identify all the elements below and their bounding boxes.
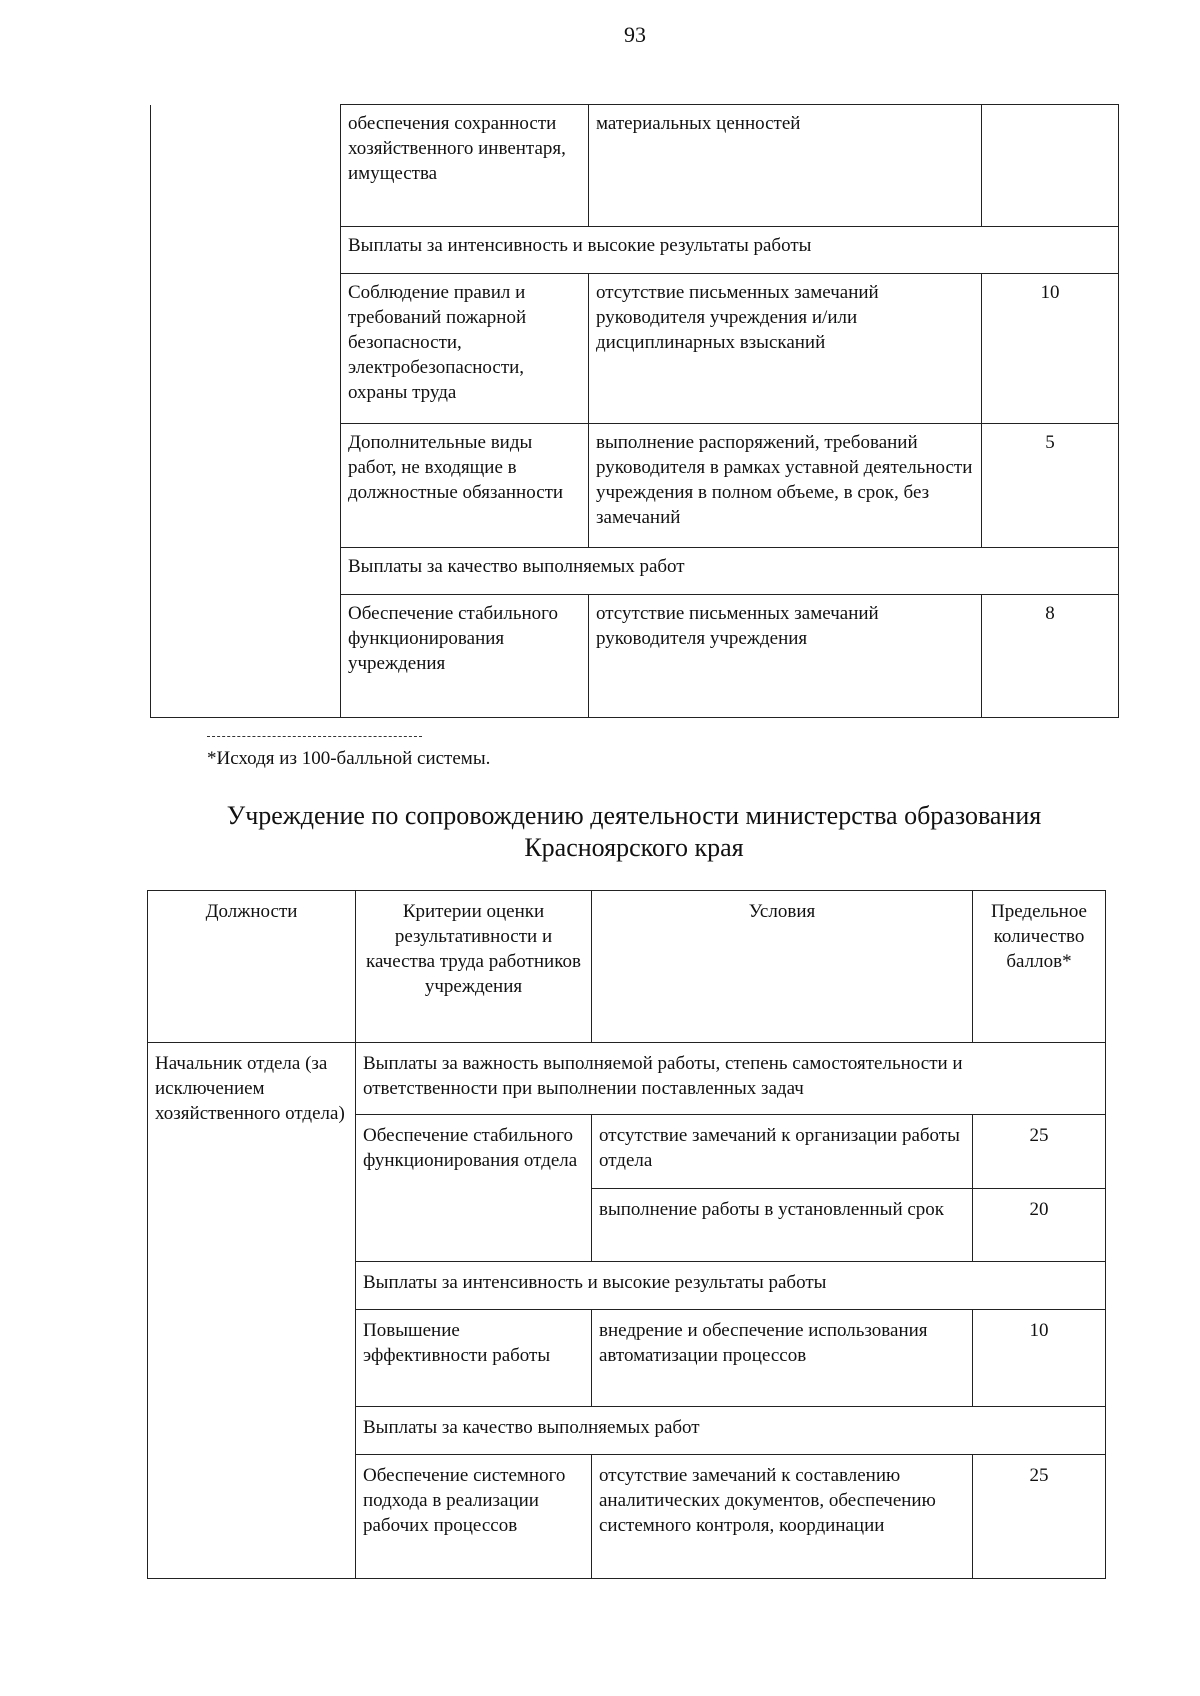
points-cell: 8: [982, 595, 1119, 718]
section-label: Выплаты за качество выполняемых работ: [356, 1407, 1106, 1455]
table-row: [151, 105, 1119, 227]
condition-cell: отсутствие замечаний к организации работы отдела: [592, 1115, 973, 1189]
header-row: [148, 891, 1106, 1043]
section-label: Выплаты за качество выполняемых работ: [341, 548, 1119, 595]
criteria-table: [147, 890, 1106, 1579]
condition-cell: отсутствие замечаний к составлению аналитических документов, обеспечению системного контроля, координации: [592, 1455, 973, 1579]
points-cell: 25: [973, 1115, 1106, 1189]
section-label: Выплаты за важность выполняемой работы, степень самостоятельности и ответственности при выполнении поставленных задач: [356, 1043, 1106, 1115]
page-number: 93: [624, 22, 646, 47]
footnote-divider: [207, 736, 422, 737]
criteria-table-continued: [150, 104, 1119, 718]
condition-cell: отсутствие письменных замечаний руководителя учреждения и/или дисциплинарных взысканий: [589, 274, 982, 424]
points-cell: 25: [973, 1455, 1106, 1579]
section-heading: Учреждение по сопровождению деятельности министерства образования Красноярского края: [226, 801, 1042, 862]
condition-cell: внедрение и обеспечение использования автоматизации процессов: [592, 1310, 973, 1407]
criterion-cell: обеспечения сохранности хозяйственного инвентаря, имущества: [341, 105, 589, 227]
criterion-cell: Обеспечение стабильного функционирования учреждения: [341, 595, 589, 718]
condition-cell: выполнение распоряжений, требований руководителя в рамках уставной деятельности учреждения в полном объеме, в срок, без замечаний: [589, 424, 982, 548]
points-cell: 5: [982, 424, 1119, 548]
criterion-cell: Обеспечение стабильного функционирования отдела: [356, 1115, 592, 1262]
section-row: [148, 1043, 1106, 1115]
position-cell: [151, 105, 341, 718]
criterion-cell: Дополнительные виды работ, не входящие в должностные обязанности: [341, 424, 589, 548]
condition-cell: отсутствие письменных замечаний руководителя учреждения: [589, 595, 982, 718]
condition-cell: материальных ценностей: [589, 105, 982, 227]
header-conditions: Условия: [592, 891, 973, 1043]
header-position: Должности: [148, 891, 356, 1043]
header-criteria: Критерии оценки результативности и качества труда работников учреждения: [356, 891, 592, 1043]
footnote: *Исходя из 100-балльной системы.: [207, 748, 491, 769]
criterion-cell: Обеспечение системного подхода в реализации рабочих процессов: [356, 1455, 592, 1579]
points-cell: 10: [982, 274, 1119, 424]
criterion-cell: Соблюдение правил и требований пожарной безопасности, электробезопасности, охраны труда: [341, 274, 589, 424]
criterion-cell: Повышение эффективности работы: [356, 1310, 592, 1407]
header-max-points: Предельное количество баллов*: [973, 891, 1106, 1043]
section-label: Выплаты за интенсивность и высокие результаты работы: [341, 227, 1119, 274]
points-cell: 20: [973, 1189, 1106, 1262]
points-cell: 10: [973, 1310, 1106, 1407]
position-cell: Начальник отдела (за исключением хозяйственного отдела): [148, 1043, 356, 1579]
points-cell: [982, 105, 1119, 227]
condition-cell: выполнение работы в установленный срок: [592, 1189, 973, 1262]
section-label: Выплаты за интенсивность и высокие результаты работы: [356, 1262, 1106, 1310]
